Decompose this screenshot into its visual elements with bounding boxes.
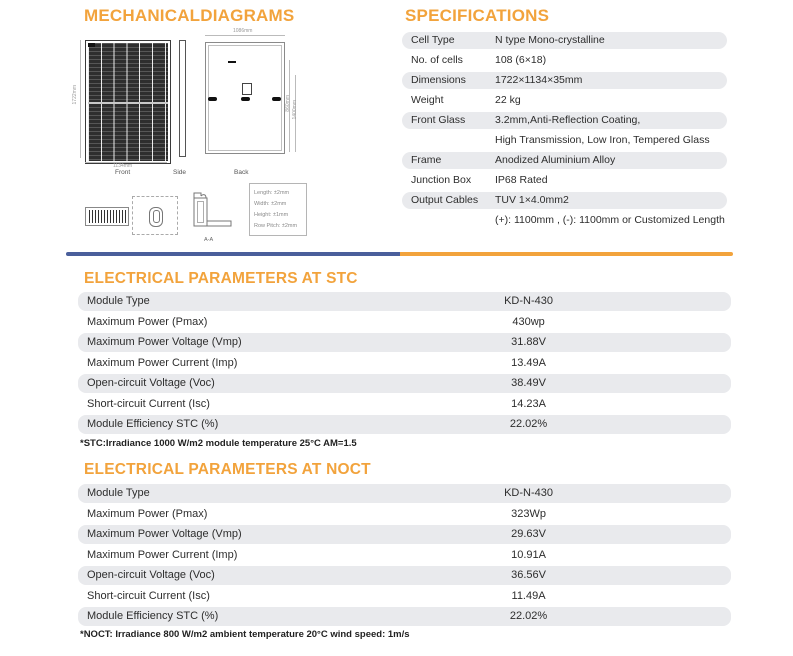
row-value: High Transmission, Low Iron, Tempered Glass	[495, 134, 710, 146]
specifications-table	[402, 32, 740, 232]
front-view-diagram	[85, 40, 171, 164]
divider-blue-segment	[66, 252, 400, 256]
back-width-dim-label: 1086mm	[233, 28, 253, 34]
row-value: 22.02%	[509, 610, 548, 622]
tolerance-width: Width: ±2mm	[254, 201, 287, 207]
row-label: Cell Type	[411, 34, 455, 46]
table-row	[78, 587, 731, 606]
row-label: Maximum Power Voltage (Vmp)	[87, 336, 242, 348]
row-value: Anodized Aluminium Alloy	[495, 154, 616, 166]
front-height-dim-label: 1722mm	[72, 85, 78, 105]
row-label: Open-circuit Voltage (Voc)	[87, 569, 215, 581]
row-label: Maximum Power Current (Imp)	[87, 356, 238, 369]
row-label: No. of cells	[411, 54, 463, 66]
row-value: 22.02%	[509, 418, 548, 430]
row-label: Frame	[411, 154, 442, 166]
row-label: Weight	[411, 94, 444, 106]
row-label	[402, 212, 495, 229]
specifications-title: SPECIFICATIONS	[405, 6, 550, 25]
front-height-dim-line	[80, 40, 81, 158]
row-label: Maximum Power Voltage (Vmp)	[87, 528, 242, 540]
row-label: Dimensions	[411, 74, 466, 86]
row-label	[402, 132, 495, 149]
table-row	[78, 525, 731, 544]
cable-connector-right	[272, 97, 281, 101]
table-row	[402, 32, 727, 49]
table-row	[402, 212, 740, 229]
table-row	[402, 132, 740, 149]
tolerance-length: Length: ±2mm	[254, 190, 290, 196]
table-row	[78, 415, 731, 434]
divider-orange-segment	[400, 252, 734, 256]
table-row	[402, 112, 727, 129]
front-width-dim-label: 1134mm	[113, 163, 133, 169]
table-row	[78, 313, 731, 332]
table-row	[402, 72, 727, 89]
table-row	[402, 92, 740, 109]
back-width-dim-line	[205, 35, 285, 36]
table-row	[78, 566, 731, 585]
mounting-hole-slot	[153, 210, 160, 223]
front-view-cells	[88, 43, 168, 161]
mounting-hole-detail	[132, 196, 178, 235]
junction-box	[242, 83, 252, 95]
row-value: N type Mono-crystalline	[495, 34, 605, 46]
cable-connector-left	[208, 97, 217, 101]
row-value: IP68 Rated	[495, 174, 548, 186]
front-corner-mark	[88, 43, 95, 47]
row-value: 38.49V	[511, 377, 546, 389]
row-value: 108 (6×18)	[495, 54, 547, 66]
stc-table	[78, 292, 731, 436]
table-row	[402, 152, 727, 169]
back-view-diagram	[205, 42, 285, 154]
noct-title: ELECTRICAL PARAMETERS AT NOCT	[84, 461, 371, 478]
row-value: 10.91A	[511, 548, 546, 561]
tolerance-height: Height: ±1mm	[254, 212, 289, 218]
table-row	[78, 607, 731, 626]
row-value: 323Wp	[511, 507, 546, 520]
row-value: 3.2mm,Anti-Reflection Coating,	[495, 114, 641, 126]
barcode-label	[85, 207, 129, 226]
table-row	[78, 546, 731, 565]
tolerance-row-pitch: Row Pitch: ±2mm	[254, 223, 298, 229]
table-row	[78, 505, 731, 524]
front-caption: Front	[115, 169, 131, 176]
row-value: 36.56V	[511, 569, 546, 581]
row-value: KD-N-430	[504, 295, 553, 307]
table-row	[78, 484, 731, 503]
row-label: Module Type	[87, 487, 150, 499]
back-nameplate	[228, 61, 236, 64]
side-view-diagram	[179, 40, 186, 157]
row-value: 11.49A	[511, 589, 546, 602]
stc-title: ELECTRICAL PARAMETERS AT STC	[84, 270, 358, 287]
table-row	[78, 333, 731, 352]
section-divider	[66, 252, 733, 256]
table-row	[402, 192, 727, 209]
side-caption: Side	[173, 169, 187, 176]
row-label: Front Glass	[411, 114, 466, 126]
row-label: Open-circuit Voltage (Voc)	[87, 377, 215, 389]
noct-footnote: *NOCT: Irradiance 800 W/m2 ambient temperature 20°C wind speed: 1m/s	[80, 629, 410, 640]
tolerance-box	[249, 183, 307, 236]
table-row	[402, 52, 740, 69]
row-label: Module Efficiency STC (%)	[87, 418, 219, 430]
row-value: 14.23A	[511, 397, 546, 410]
row-value: 31.88V	[511, 336, 546, 348]
row-value: 430wp	[512, 315, 545, 328]
table-row	[78, 354, 731, 373]
back-caption: Back	[234, 169, 249, 176]
row-label: Module Efficiency STC (%)	[87, 610, 219, 622]
frame-cross-section	[188, 190, 236, 236]
cable-connector-middle	[241, 97, 250, 101]
row-label: Maximum Power (Pmax)	[87, 507, 208, 520]
table-row	[402, 172, 740, 189]
table-row	[78, 374, 731, 393]
back-holes-dim-label-1: 860mm	[285, 95, 291, 112]
noct-table	[78, 484, 731, 628]
row-label: Maximum Power Current (Imp)	[87, 548, 238, 561]
stc-footnote: *STC:Irradiance 1000 W/m2 module temperature 25°C AM=1.5	[80, 438, 357, 449]
row-value: TUV 1×4.0mm2	[495, 194, 569, 206]
row-label: Short-circuit Current (Isc)	[87, 397, 210, 410]
row-label: Junction Box	[411, 174, 472, 186]
row-value: 13.49A	[511, 356, 546, 369]
back-holes-dim-label-2: 1400mm	[292, 100, 298, 120]
row-value: 1722×1134×35mm	[495, 74, 583, 86]
row-value: (+): 1100mm , (-): 1100mm or Customized Length	[495, 214, 725, 226]
row-label: Output Cables	[411, 194, 479, 206]
row-value: 22 kg	[495, 94, 521, 106]
row-label: Maximum Power (Pmax)	[87, 315, 208, 328]
table-row	[78, 292, 731, 311]
table-row	[78, 395, 731, 414]
section-caption: A-A	[204, 237, 214, 243]
row-value: KD-N-430	[504, 487, 553, 499]
row-value: 29.63V	[511, 528, 546, 540]
mechanical-diagrams-title: MECHANICALDIAGRAMS	[84, 6, 295, 25]
row-label: Module Type	[87, 295, 150, 307]
row-label: Short-circuit Current (Isc)	[87, 589, 210, 602]
